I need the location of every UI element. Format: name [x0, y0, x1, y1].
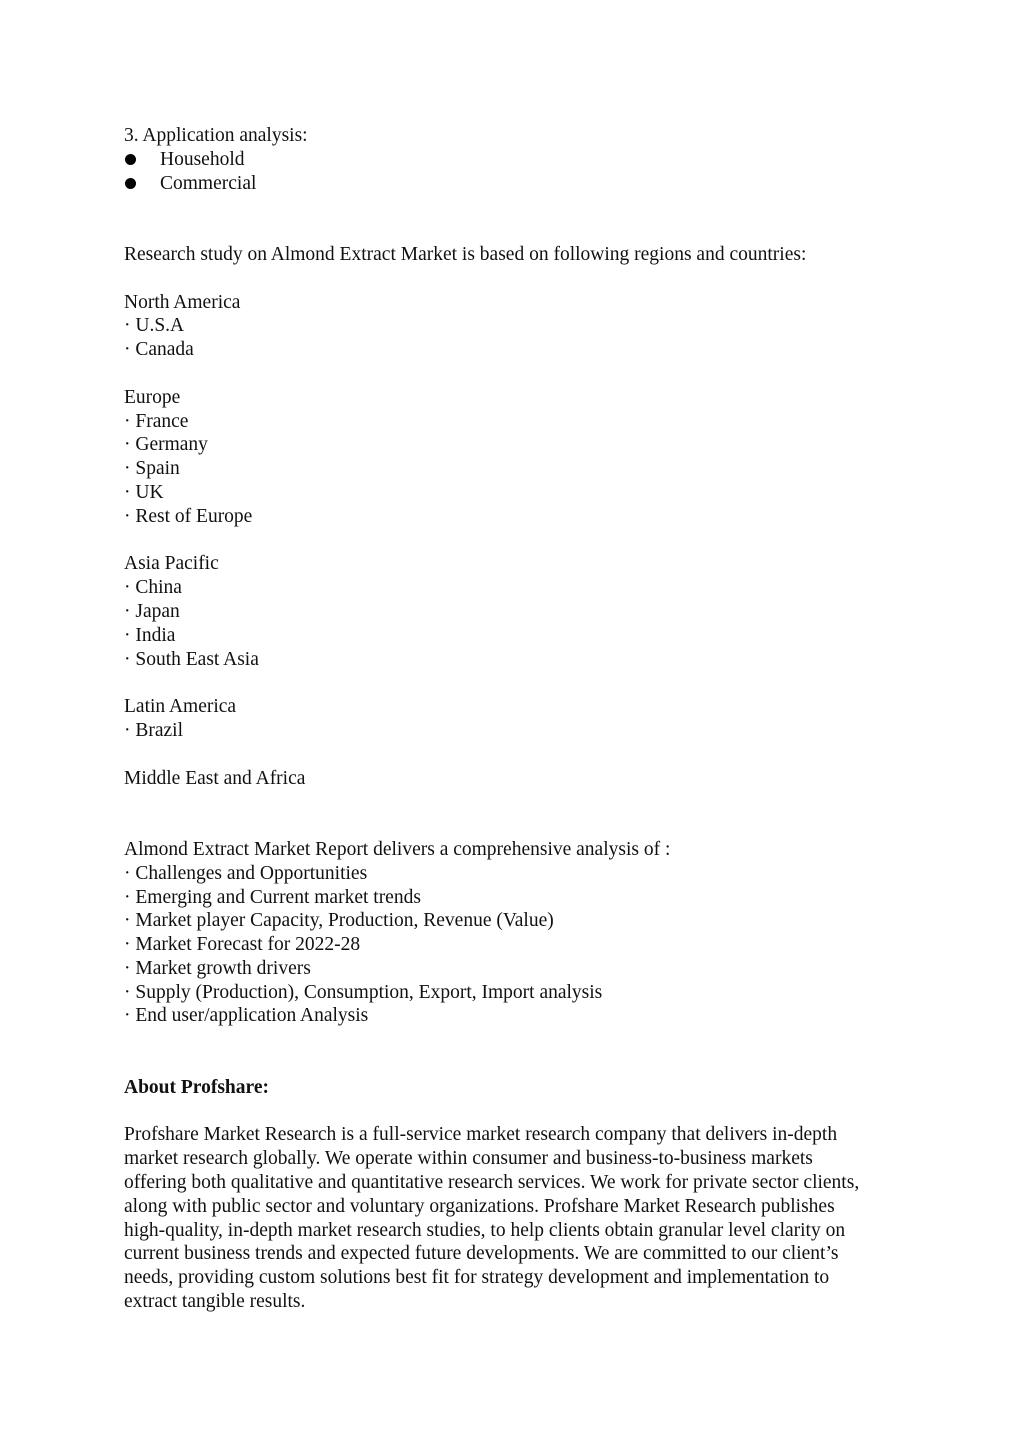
about-heading: About Profshare: — [124, 1076, 269, 1098]
about-line: extract tangible results. — [124, 1291, 306, 1313]
country-item: · Spain — [124, 458, 180, 480]
region-name: North America — [124, 291, 241, 313]
report-intro: Almond Extract Market Report delivers a comprehensive analysis of : — [124, 838, 671, 860]
report-item: · Supply (Production), Consumption, Export, Import analysis — [124, 981, 603, 1003]
report-item: · Market Forecast for 2022-28 — [124, 934, 361, 956]
application-heading: 3. Application analysis: — [124, 125, 308, 146]
application-item-label: Commercial — [160, 172, 257, 194]
about-line: high-quality, in-depth market research studies, to help clients obtain granular level clarity on — [124, 1219, 846, 1241]
about-line: needs, providing custom solutions best fit for strategy development and implementation to — [124, 1267, 830, 1289]
application-item — [124, 172, 914, 196]
about-line: Profshare Market Research is a full-service market research company that delivers in-depth — [124, 1124, 838, 1146]
about-line: offering both qualitative and quantitative research services. We work for private sector clients, — [124, 1172, 860, 1194]
bullet-icon — [125, 178, 136, 189]
about-line: along with public sector and voluntary organizations. Profshare Market Research publishes — [124, 1195, 835, 1217]
document-page — [124, 124, 914, 1314]
country-item: · UK — [124, 481, 164, 503]
region-name: Middle East and Africa — [124, 767, 306, 789]
report-item: · Market player Capacity, Production, Revenue (Value) — [124, 910, 554, 932]
country-item: · China — [124, 577, 182, 599]
country-item: · Rest of Europe — [124, 505, 253, 527]
report-item: · Market growth drivers — [124, 957, 311, 979]
report-item: · End user/application Analysis — [124, 1005, 369, 1027]
country-item: · Japan — [124, 600, 180, 622]
application-item-label: Household — [160, 148, 245, 170]
about-line: current business trends and expected future developments. We are committed to our client’s — [124, 1243, 839, 1265]
about-paragraph — [124, 1123, 914, 1313]
country-item: · South East Asia — [124, 648, 259, 670]
report-item: · Challenges and Opportunities — [124, 862, 368, 884]
country-item: · Canada — [124, 339, 194, 361]
application-item — [124, 148, 914, 172]
region-name: Europe — [124, 386, 181, 408]
country-item: · Germany — [124, 434, 208, 456]
report-item: · Emerging and Current market trends — [124, 886, 421, 908]
country-item: · U.S.A — [124, 315, 185, 337]
region-name: Latin America — [124, 696, 237, 718]
regions-intro: Research study on Almond Extract Market is based on following regions and countries: — [124, 243, 807, 265]
country-item: · Brazil — [124, 719, 184, 741]
region-name: Asia Pacific — [124, 553, 219, 575]
country-item: · India — [124, 624, 176, 646]
country-item: · France — [124, 410, 189, 432]
bullet-icon — [125, 154, 136, 165]
about-line: market research globally. We operate within consumer and business-to-business markets — [124, 1148, 813, 1170]
